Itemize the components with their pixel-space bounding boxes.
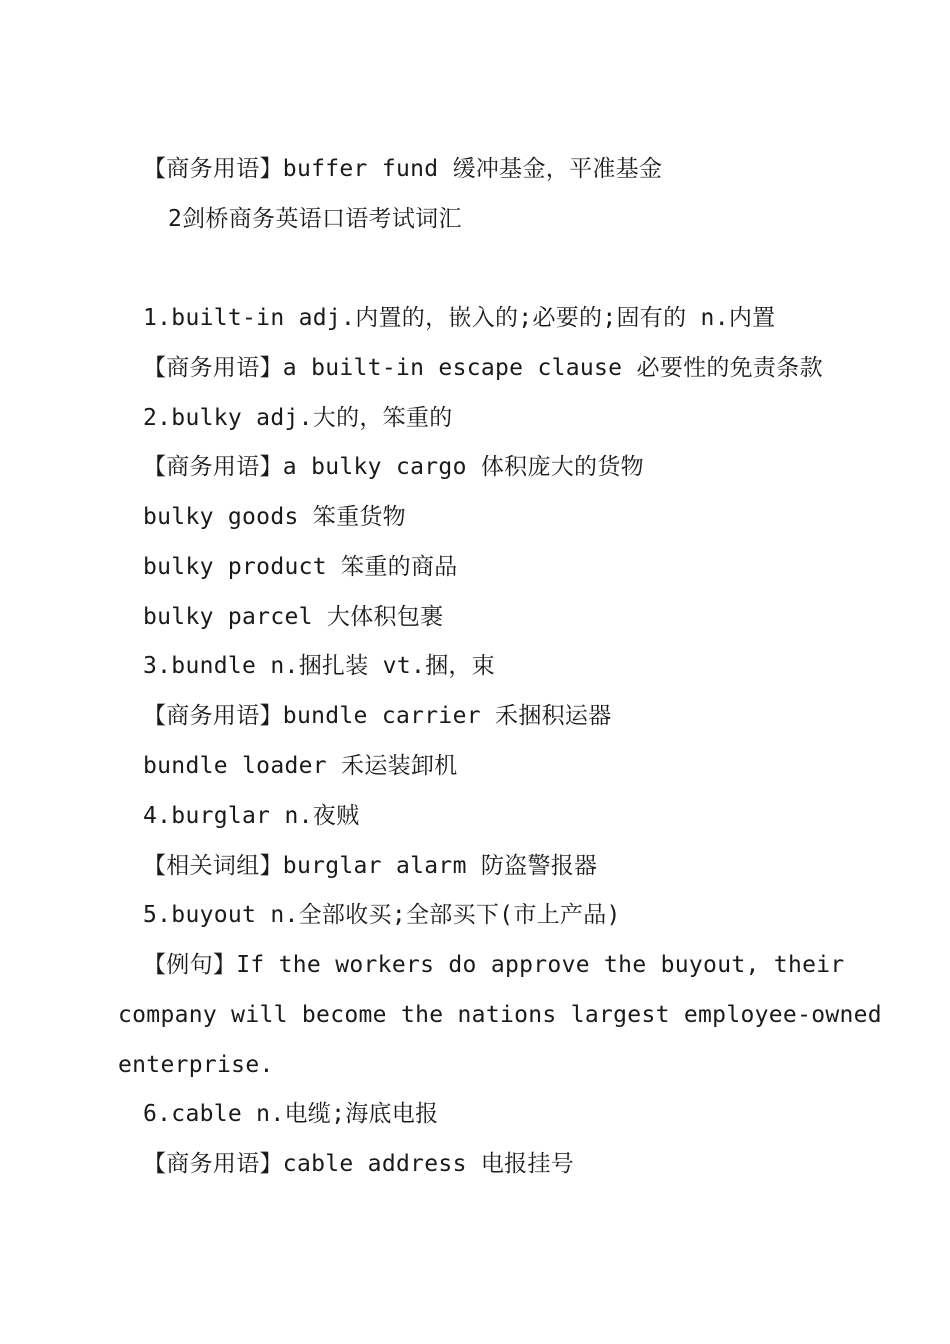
text-line-buffer-fund: 【商务用语】buffer fund 缓冲基金，平准基金 — [143, 156, 663, 182]
entry-built-in: 1.built-in adj.内置的，嵌入的;必要的;固有的 n.内置 — [143, 305, 776, 331]
section-heading: 2剑桥商务英语口语考试词汇 — [168, 206, 462, 232]
entry-buyout: 5.buyout n.全部收买;全部买下(市上产品) — [143, 902, 621, 928]
text-line: 【相关词组】burglar alarm 防盗警报器 — [143, 853, 598, 879]
text-line: bulky parcel 大体积包裹 — [143, 604, 444, 630]
entry-burglar: 4.burglar n.夜贼 — [143, 803, 360, 829]
text-line: bundle loader 禾运装卸机 — [143, 753, 458, 779]
entry-cable: 6.cable n.电缆;海底电报 — [143, 1101, 439, 1127]
text-line: 【商务用语】a built-in escape clause 必要性的免责条款 — [143, 355, 823, 381]
text-line: bulky product 笨重的商品 — [143, 554, 458, 580]
text-line: 【商务用语】a bulky cargo 体积庞大的货物 — [143, 454, 644, 480]
entry-bulky: 2.bulky adj.大的，笨重的 — [143, 405, 453, 431]
text-line: 【商务用语】bundle carrier 禾捆积运器 — [143, 703, 612, 729]
example-sentence-line: 【例句】If the workers do approve the buyout, their — [143, 952, 845, 978]
text-line: 【商务用语】cable address 电报挂号 — [143, 1151, 575, 1177]
text-line: bulky goods 笨重货物 — [143, 504, 406, 530]
example-sentence-line: company will become the nations largest employee-owned — [118, 1002, 882, 1028]
entry-bundle: 3.bundle n.捆扎装 vt.捆，束 — [143, 653, 496, 679]
example-sentence-line: enterprise. — [118, 1052, 274, 1078]
